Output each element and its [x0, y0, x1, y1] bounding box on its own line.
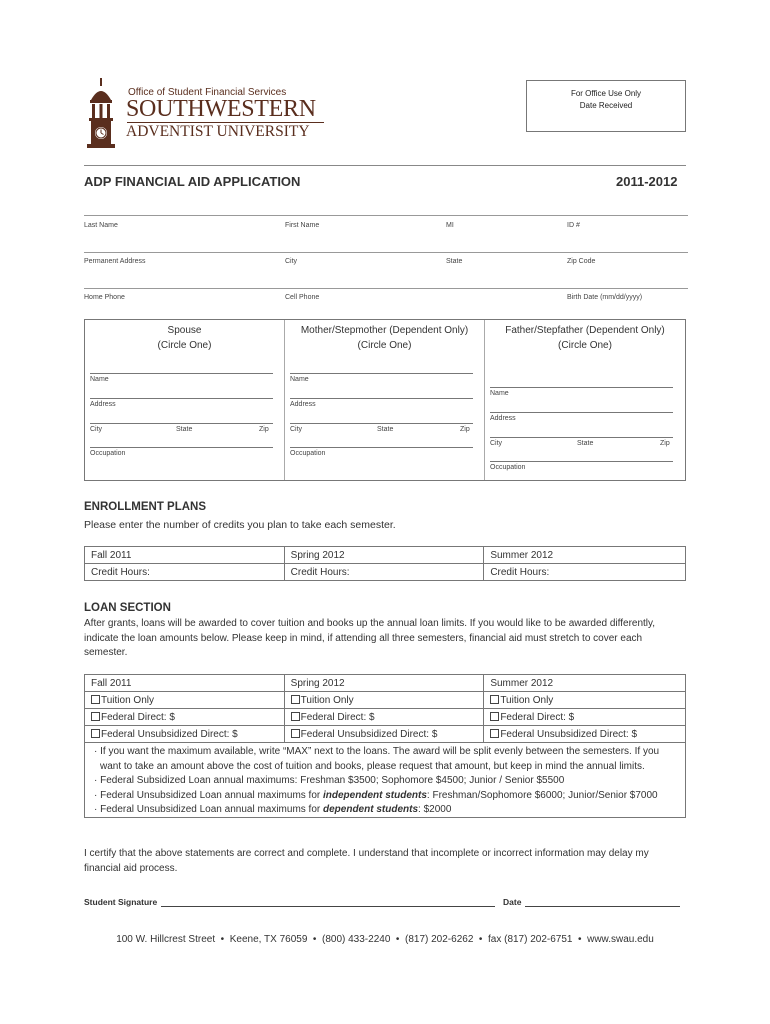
spouse-occupation-line[interactable] [90, 447, 273, 448]
home-phone-label: Home Phone [84, 294, 125, 301]
spouse-name-label: Name [90, 376, 109, 383]
certification-statement: I certify that the above statements are correct and complete. I understand that incomplete or incorrect information may delay my financial aid process. [84, 848, 649, 874]
loan-summer-term: Summer 2012 [484, 675, 686, 692]
mother-city-line[interactable] [290, 423, 473, 424]
mother-circle-one: (Circle One) [357, 340, 412, 351]
spouse-city-label: City [90, 426, 103, 433]
checkbox-icon[interactable] [91, 695, 100, 704]
enrollment-table [84, 546, 686, 581]
fall-federal-unsub-option[interactable] [85, 726, 285, 743]
summer-tuition-only-option[interactable] [484, 692, 686, 709]
enroll-summer-term: Summer 2012 [484, 547, 686, 564]
loan-intro: After grants, loans will be awarded to cover tuition and books up the annual loan limits. If you would like to be awarded differently, indicate the loan amounts below. Please keep in mind, if attending all three semesters, financial aid must stretch to cover each semester. [84, 618, 656, 658]
fall-federal-direct-label: Federal Direct: $ [101, 711, 175, 723]
fall-tuition-only-label: Tuition Only [101, 694, 154, 706]
university-logo [84, 78, 326, 150]
father-address-label: Address [490, 415, 516, 422]
note-text: : $2000 [418, 804, 452, 815]
date-line[interactable] [525, 906, 680, 907]
footer-contact: 100 W. Hillcrest Street • Keene, TX 76059 • (800) 433-2240 • (817) 202-6262 • fax (817) 202-6751 • www.swau.edu [116, 934, 654, 945]
loan-note-independent [94, 789, 677, 804]
header-divider [84, 165, 686, 166]
father-zip-label: Zip [660, 440, 670, 447]
father-name-label: Name [490, 390, 509, 397]
last-name-label: Last Name [84, 222, 118, 229]
spring-federal-unsub-label: Federal Unsubsidized Direct: $ [300, 728, 438, 740]
fall-federal-direct-option[interactable] [85, 709, 285, 726]
student-signature-label: Student Signature [84, 897, 158, 907]
enroll-spring-term: Spring 2012 [284, 547, 484, 564]
summer-federal-unsub-label: Federal Unsubsidized Direct: $ [500, 728, 638, 740]
father-city-line[interactable] [490, 437, 673, 438]
mother-address-line[interactable] [290, 398, 473, 399]
spring-federal-unsub-option[interactable] [284, 726, 484, 743]
first-name-label: First Name [285, 222, 320, 229]
spouse-state-label: State [176, 426, 193, 433]
cell-phone-label: Cell Phone [285, 294, 320, 301]
father-state-label: State [577, 440, 594, 447]
father-occupation-line[interactable] [490, 461, 673, 462]
father-name-line[interactable] [490, 387, 673, 388]
row3-line[interactable] [84, 288, 688, 289]
office-name: Office of Student Financial Services [128, 87, 287, 98]
father-address-line[interactable] [490, 412, 673, 413]
fall-federal-unsub-label: Federal Unsubsidized Direct: $ [101, 728, 238, 740]
family-info-box [84, 319, 686, 481]
mother-occupation-label: Occupation [290, 450, 326, 457]
loan-table [84, 674, 686, 743]
row2-line[interactable] [84, 252, 688, 253]
mother-city-label: City [290, 426, 303, 433]
office-use-label: For Office Use Only [570, 89, 642, 98]
summer-federal-direct-label: Federal Direct: $ [500, 711, 575, 723]
spouse-city-line[interactable] [90, 423, 273, 424]
spouse-address-label: Address [90, 401, 116, 408]
date-label: Date [503, 897, 522, 907]
state-label: State [446, 258, 463, 265]
university-name-line1: SOUTHWESTERN [126, 96, 316, 122]
office-use-box[interactable] [526, 80, 686, 132]
spouse-name-line[interactable] [90, 373, 273, 374]
mother-title: Mother/Stepmother (Dependent Only) [300, 325, 469, 336]
form-year: 2011-2012 [616, 174, 678, 189]
loan-note-max: · If you want the maximum available, write “MAX” next to the loans. The award will be split evenly between the semesters. If you want to take an amount above the cost of tuition and books, please request that amount, but keep in mind the annual limits. [94, 746, 660, 772]
loan-spring-term: Spring 2012 [284, 675, 484, 692]
enroll-fall-term: Fall 2011 [85, 547, 285, 564]
city-label: City [285, 258, 298, 265]
summer-federal-unsub-option[interactable] [484, 726, 686, 743]
loan-note-dependent [94, 803, 677, 818]
checkbox-icon[interactable] [291, 695, 300, 704]
enrollment-title: ENROLLMENT PLANS [84, 501, 207, 513]
form-title: ADP FINANCIAL AID APPLICATION [84, 174, 301, 189]
spouse-occupation-label: Occupation [90, 450, 126, 457]
spring-federal-direct-label: Federal Direct: $ [300, 711, 375, 723]
summer-federal-direct-option[interactable] [484, 709, 686, 726]
loan-fall-term: Fall 2011 [85, 675, 285, 692]
spouse-title: Spouse [167, 325, 202, 336]
checkbox-icon[interactable] [490, 712, 499, 721]
father-title: Father/Stepfather (Dependent Only) [505, 325, 665, 336]
summer-tuition-only-label: Tuition Only [500, 694, 554, 706]
loan-note-subsidized: · Federal Subsidized Loan annual maximums: Freshman $3500; Sophomore $4500; Junior / Senior $5500 [94, 775, 565, 786]
father-circle-one: (Circle One) [558, 340, 612, 351]
mi-label: MI [446, 222, 454, 229]
id-label: ID # [567, 222, 580, 229]
university-name-line2: ADVENTIST UNIVERSITY [126, 123, 310, 140]
spring-credit-hours-field[interactable]: Credit Hours: [284, 564, 484, 581]
checkbox-icon[interactable] [91, 712, 100, 721]
note-text: · Federal Unsubsidized Loan annual maximums for [94, 804, 323, 815]
mother-occupation-line[interactable] [290, 447, 473, 448]
spouse-column [85, 320, 284, 480]
spouse-zip-label: Zip [259, 426, 269, 433]
spring-tuition-only-label: Tuition Only [300, 694, 354, 706]
father-occupation-label: Occupation [490, 464, 526, 471]
checkbox-icon[interactable] [291, 729, 300, 738]
note-emphasis: dependent students [323, 804, 419, 815]
loan-title: LOAN SECTION [84, 602, 171, 614]
checkbox-icon[interactable] [490, 729, 499, 738]
mother-name-label: Name [290, 376, 309, 383]
mother-state-label: State [377, 426, 394, 433]
checkbox-icon[interactable] [490, 695, 499, 704]
note-text: : Freshman/Sophomore $6000; Junior/Senior $7000 [426, 789, 658, 801]
summer-credit-hours-field[interactable]: Credit Hours: [484, 564, 686, 581]
checkbox-icon[interactable] [291, 712, 300, 721]
enrollment-instructions: Please enter the number of credits you plan to take each semester. [84, 519, 396, 531]
birth-date-label: Birth Date (mm/dd/yyyy) [567, 294, 643, 301]
checkbox-icon[interactable] [91, 729, 100, 738]
father-city-label: City [490, 440, 503, 447]
clock-tower-icon [84, 78, 118, 150]
note-emphasis: independent students [323, 789, 427, 801]
zip-code-label: Zip Code [567, 258, 596, 265]
mother-zip-label: Zip [460, 426, 470, 433]
mother-name-line[interactable] [290, 373, 473, 374]
permanent-address-label: Permanent Address [84, 258, 146, 265]
spring-federal-direct-option[interactable] [284, 709, 484, 726]
note-text: · Federal Unsubsidized Loan annual maximums for [94, 789, 323, 801]
student-signature-line[interactable] [161, 906, 495, 907]
mother-column [285, 320, 484, 480]
father-column [485, 320, 685, 480]
fall-credit-hours-field[interactable]: Credit Hours: [85, 564, 285, 581]
spring-tuition-only-option[interactable] [284, 692, 484, 709]
loan-notes [84, 742, 686, 818]
row1-line[interactable] [84, 215, 688, 216]
spouse-circle-one: (Circle One) [157, 340, 212, 351]
date-received-label: Date Received [579, 101, 633, 110]
mother-address-label: Address [290, 401, 316, 408]
spouse-address-line[interactable] [90, 398, 273, 399]
fall-tuition-only-option[interactable] [85, 692, 285, 709]
